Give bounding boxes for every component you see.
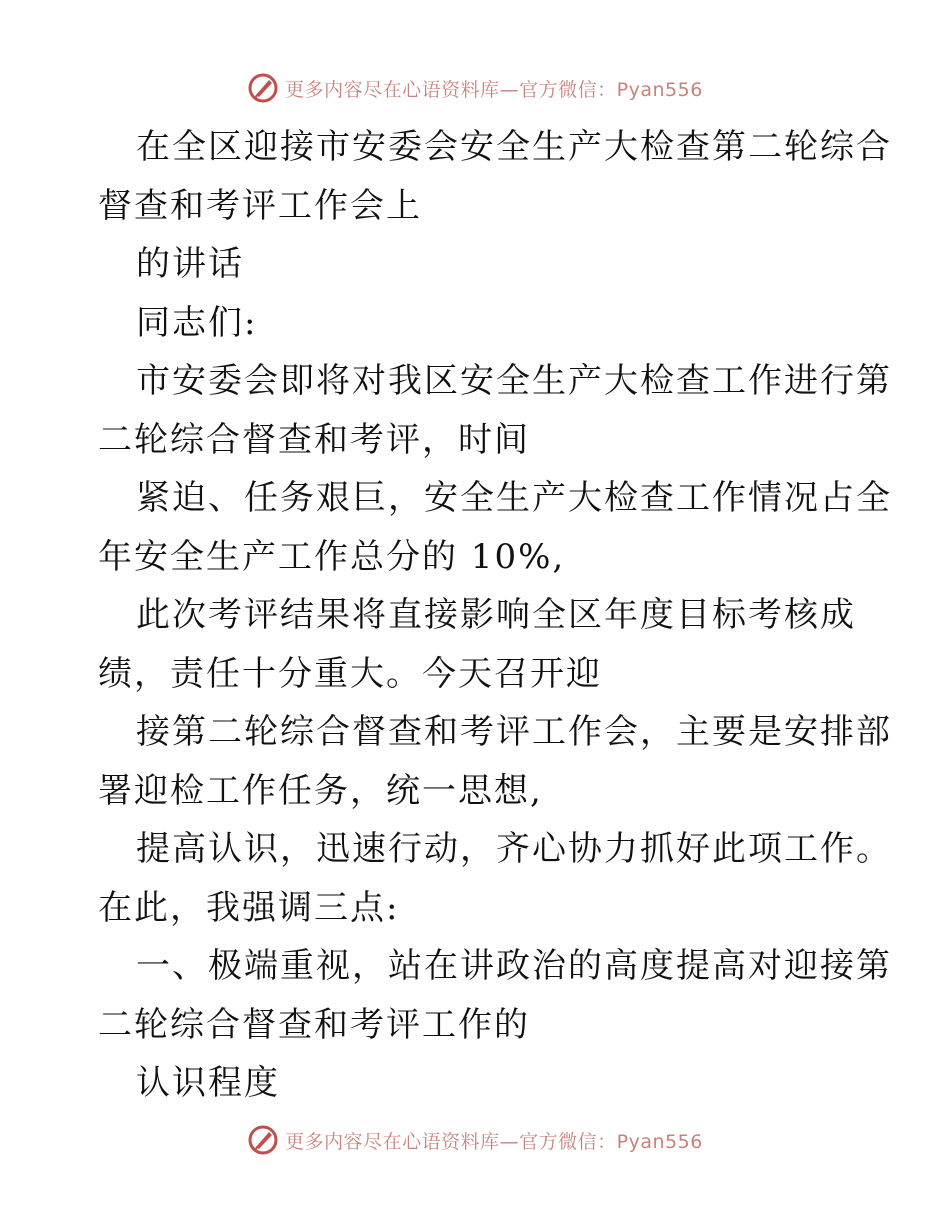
quill-pen-circle-icon <box>247 1124 279 1156</box>
paragraph-line: 紧迫、任务艰巨，安全生产大检查工作情况占全 <box>136 478 892 518</box>
paragraph-line: 市安委会即将对我区安全生产大检查工作进行第 <box>136 361 892 401</box>
title-line-2: 督查和考评工作会上 <box>98 185 422 226</box>
paragraph-line: 在此，我强调三点: <box>98 887 400 928</box>
quill-pen-circle-icon <box>247 72 279 104</box>
watermark-text: 更多内容尽在心语资料库—官方微信：Pyan556 <box>285 1130 703 1153</box>
section-heading-line: 一、极端重视，站在讲政治的高度提高对迎接第 <box>136 946 892 986</box>
paragraph-line: 绩，责任十分重大。今天召开迎 <box>98 653 602 694</box>
title-line-1: 在全区迎接市安委会安全生产大检查第二轮综合 <box>136 127 892 167</box>
paragraph-line: 二轮综合督查和考评，时间 <box>98 419 530 460</box>
paragraph-line: 接第二轮综合督查和考评工作会，主要是安排部 <box>136 712 892 752</box>
paragraph-line: 提高认识，迅速行动，齐心协力抓好此项工作。 <box>136 829 892 869</box>
header-watermark <box>0 72 950 104</box>
watermark-text: 更多内容尽在心语资料库—官方微信：Pyan556 <box>285 78 703 101</box>
paragraph-line: 年安全生产工作总分的 10%, <box>98 536 566 577</box>
paragraph-line: 署迎检工作任务，统一思想, <box>98 770 543 811</box>
title-line-3: 的讲话 <box>136 244 244 284</box>
salutation: 同志们: <box>136 302 258 343</box>
paragraph-line: 此次考评结果将直接影响全区年度目标考核成 <box>136 595 856 635</box>
footer-watermark <box>0 1124 950 1156</box>
document-body <box>98 118 892 1113</box>
section-heading-line: 认识程度 <box>136 1063 280 1103</box>
section-heading-line: 二轮综合督查和考评工作的 <box>98 1004 530 1045</box>
